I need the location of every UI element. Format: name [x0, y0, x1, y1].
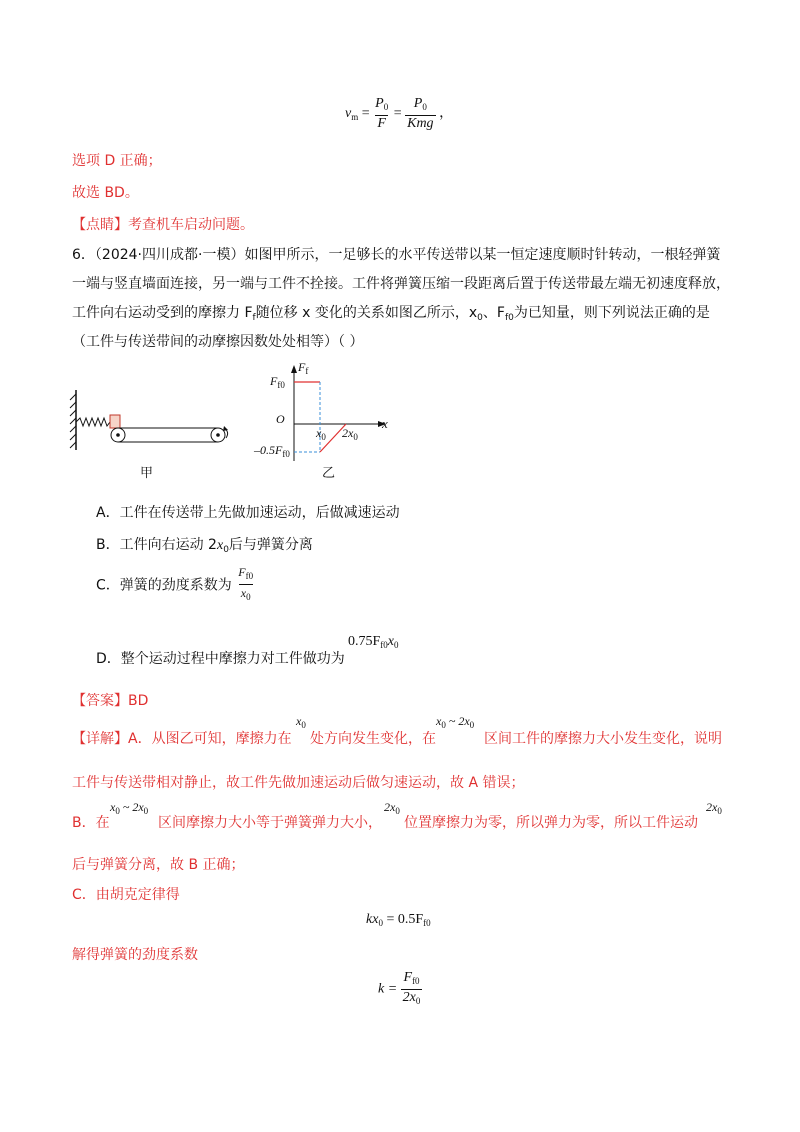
frac1-num-sub: 0 — [383, 102, 389, 112]
fig-x0 — [316, 426, 326, 442]
fig-2x0-sub: 0 — [353, 432, 358, 442]
option-d-value — [348, 634, 399, 650]
detail-line3-range — [110, 800, 148, 816]
eq2-den-sub: 0 — [415, 996, 421, 1006]
q-l3-a: 工件向右运动受到的摩擦力 F — [72, 305, 253, 321]
d-l1-range-b: ~ 2x — [445, 714, 470, 728]
option-d: D．整个运动过程中摩擦力对工件做功为 — [96, 651, 345, 667]
opt-c-den: x — [240, 586, 247, 600]
detail-line1-c: 区间工件的摩擦力大小发生变化，说明 — [484, 731, 722, 747]
eq2-frac — [401, 970, 423, 1009]
detail-line2: 工件与传送带相对静止，故工件先做加速运动后做匀速运动，故 A 错误； — [72, 775, 525, 791]
d-l3-range: x — [110, 800, 116, 814]
eq2-lhs: k = — [378, 981, 401, 997]
equation-hooke — [366, 912, 431, 928]
frac1-den: F — [377, 116, 386, 131]
fig-y-axis-sub: f — [305, 366, 309, 376]
d-l3-end: 2x — [706, 800, 718, 814]
fig-bottom-value — [254, 443, 290, 459]
formula-frac2 — [405, 96, 435, 132]
opt-b-pre: B．工件向右运动 2 — [96, 537, 217, 553]
frac1-num: P — [375, 96, 384, 111]
detail-line6: 解得弹簧的劲度系数 — [72, 947, 198, 963]
d-l3-pos-sub: 0 — [395, 806, 400, 816]
fig-origin: O — [276, 412, 285, 426]
d-l1-range-sub: 0 — [441, 720, 446, 730]
detail-line3-b: 区间摩擦力大小等于弹簧弹力大小， — [158, 815, 382, 831]
detail-line3-c: 位置摩擦力为零，所以弹力为零，所以工件运动 — [404, 815, 698, 831]
workpiece-block — [110, 415, 120, 428]
formula-lhs: v — [345, 106, 352, 122]
fig-x0-x: x — [316, 426, 322, 440]
formula-tail: ， — [439, 106, 454, 122]
question-line3 — [72, 302, 710, 323]
eq1-sub2: f0 — [423, 918, 431, 928]
line-comment: 【点睛】考查机车启动问题。 — [72, 217, 254, 233]
question-line1 — [72, 244, 720, 264]
eq2-den: 2x — [402, 990, 416, 1005]
opt-c-pre: C．弹簧的劲度系数为 — [96, 577, 232, 594]
eq1-a: kx — [366, 912, 379, 927]
q-l3-c: 、F — [482, 305, 505, 321]
figure-yi — [290, 365, 390, 465]
line-d-correct: 选项 D 正确； — [72, 153, 162, 169]
d-l1-x0: x — [296, 714, 302, 728]
opt-b-post: 后与弹簧分离 — [228, 537, 313, 553]
option-c — [96, 564, 255, 605]
q-l3-b: 随位移 x 变化的关系如图乙所示，x — [255, 305, 478, 321]
d-l1-range-sub2: 0 — [469, 720, 475, 730]
fig-bottom-val: –0.5F — [254, 443, 283, 457]
detail-line3-pos — [384, 800, 400, 816]
fig-x-axis: x — [382, 416, 388, 431]
opt-c-num-sub: f0 — [245, 571, 254, 581]
option-b — [96, 534, 313, 555]
fig-bottom-val-sub: f0 — [282, 449, 290, 459]
frac2-den: Kmg — [407, 116, 434, 131]
fig-top-value — [270, 374, 285, 390]
opt-d-val: 0.75F — [348, 634, 381, 649]
frac2-num-sub: 0 — [422, 102, 427, 112]
line-choose: 故选 BD。 — [72, 185, 139, 201]
fig-y-axis: F — [298, 360, 306, 374]
label-jia: 甲 — [140, 466, 154, 481]
opt-d-sub1: f0 — [380, 640, 388, 650]
fig-y-axis-label — [298, 360, 308, 376]
detail-line1-b: 处方向发生变化，在 — [310, 731, 436, 747]
detail-line5: C．由胡克定律得 — [72, 887, 180, 903]
question-text-1: 如图甲所示，一足够长的水平传送带以某一恒定速度顺时针转动，一根轻弹簧 — [244, 247, 721, 263]
question-source: （2024·四川成都·一模） — [94, 247, 245, 263]
q-l3-sub3: f0 — [504, 313, 514, 323]
question-line4: （工件与传送带间的动摩擦因数处处相等）（ ） — [72, 334, 364, 350]
eq1-b: = 0.5F — [382, 912, 424, 927]
d-l1-range: x — [436, 714, 442, 728]
d-l3-range-sub: 0 — [115, 806, 120, 816]
question-line2: 一端与竖直墙面连接，另一端与工件不拴接。工件将弹簧压缩一段距离后置于传送带最左端无初速度释放， — [72, 276, 730, 292]
d-l3-pos: 2x — [384, 800, 396, 814]
eq1-sub: 0 — [378, 918, 383, 928]
q-l3-sub: f — [252, 313, 256, 323]
label-yi: 乙 — [322, 466, 336, 481]
spring — [76, 418, 110, 426]
frac2-num: P — [413, 96, 423, 111]
detail-line1-x0 — [296, 714, 306, 730]
detail-line1-range — [436, 714, 474, 730]
d-l3-end-sub: 0 — [717, 806, 722, 816]
detail-line1-a: 【详解】A．从图乙可知，摩擦力在 — [72, 731, 292, 747]
opt-b-sub: 0 — [223, 545, 229, 555]
opt-d-x: x — [387, 634, 395, 649]
opt-d-sub2: 0 — [394, 640, 399, 650]
formula-frac1 — [373, 96, 390, 132]
q-l3-d: 为已知量，则下列说法正确的是 — [513, 305, 710, 321]
opt-b-x: x — [216, 538, 224, 553]
d-l3-range-b: ~ 2x — [119, 800, 144, 814]
detail-line4: 后与弹簧分离，故 B 正确； — [72, 857, 245, 873]
eq2-num-sub: f0 — [412, 976, 420, 986]
detail-line3-end — [706, 800, 722, 816]
question-number: 6． — [72, 247, 95, 263]
opt-c-den-sub: 0 — [246, 592, 251, 602]
d-l1-x0-sub: 0 — [301, 720, 306, 730]
detail-line3-a: B．在 — [72, 815, 110, 831]
equation-k — [378, 970, 422, 1009]
option-a: A．工件在传送带上先做加速运动，后做减速运动 — [96, 505, 400, 521]
fig-2x0 — [342, 426, 358, 442]
fig-top-val-sub: f0 — [277, 380, 285, 390]
q-l3-sub2: 0 — [477, 313, 483, 323]
fig-top-val: F — [270, 374, 278, 388]
opt-c-num: F — [238, 565, 246, 579]
fig-x0-sub: 0 — [321, 432, 326, 442]
wall-hatch — [70, 394, 76, 448]
d-l3-range-sub2: 0 — [143, 806, 149, 816]
formula-lhs-sub: m — [351, 112, 359, 123]
fig-2x0-x: 2x — [342, 426, 354, 440]
formula-vm: $v_m$ = $\frac{P_0}{F}$ = $\frac{P_0}{\text{Kmg}}$ ， — [345, 96, 454, 131]
answer: 【答案】BD — [72, 693, 149, 709]
eq2-num: F — [403, 970, 413, 985]
opt-c-frac — [236, 564, 255, 605]
